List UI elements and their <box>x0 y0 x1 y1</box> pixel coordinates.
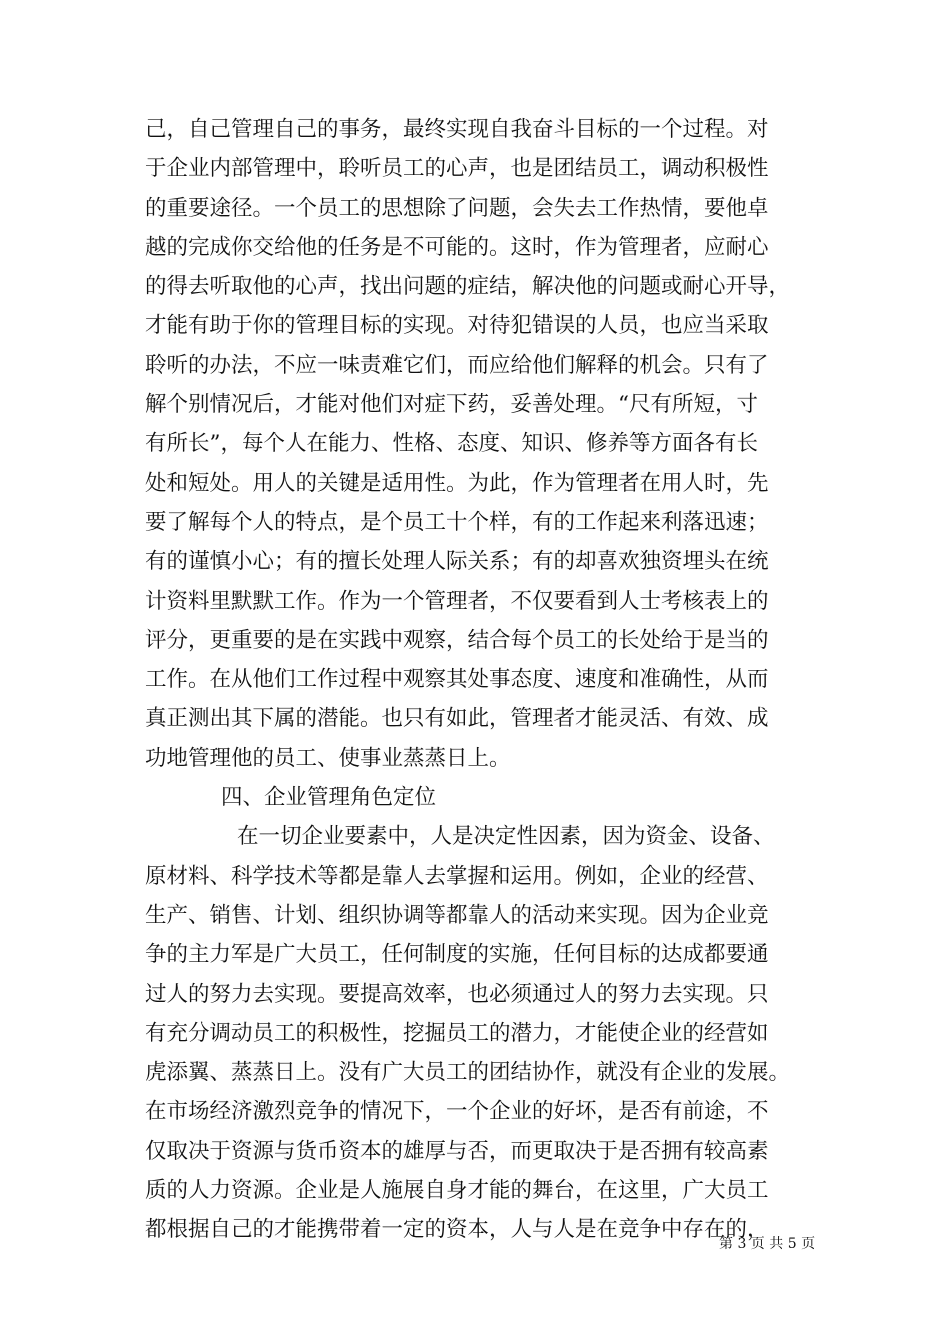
text-line: 真正测出其下属的潜能。也只有如此，管理者才能灵活、有效、成 <box>145 706 769 732</box>
text-line: 于企业内部管理中，聆听员工的心声，也是团结员工，调动积极性 <box>145 156 769 182</box>
text-line: 工作。在从他们工作过程中观察其处事态度、速度和准确性，从而 <box>145 667 769 693</box>
text-line: 计资料里默默工作。作为一个管理者，不仅要看到人士考核表上的 <box>145 588 769 614</box>
text-line: 质的人力资源。企业是人施展自身才能的舞台，在这里，广大员工 <box>145 1178 769 1204</box>
text-line: 在市场经济激烈竞争的情况下，一个企业的好坏，是否有前途，不 <box>145 1099 769 1125</box>
text-line: 聆听的办法，不应一味责难它们，而应给他们解释的机会。只有了 <box>145 352 769 378</box>
text-line: 有的谨慎小心；有的擅长处理人际关系；有的却喜欢独资埋头在统 <box>145 549 769 575</box>
text-line: 原材料、科学技术等都是靠人去掌握和运用。例如，企业的经营、 <box>145 863 769 889</box>
text-line: 越的完成你交给他的任务是不可能的。这时，作为管理者，应耐心 <box>145 234 769 260</box>
text-line: 己，自己管理自己的事务，最终实现自我奋斗目标的一个过程。对 <box>145 117 769 142</box>
text-line: 处和短处。用人的关键是适用性。为此，作为管理者在用人时，先 <box>145 470 769 496</box>
text-line: 的重要途径。一个员工的思想除了问题，会失去工作热情，要他卓 <box>145 195 769 221</box>
text-line: 功地管理他的员工、使事业蒸蒸日上。 <box>145 745 511 771</box>
text-line: 争的主力军是广大员工，任何制度的实施，任何目标的达成都要通 <box>145 942 769 968</box>
text-line: 才能有助于你的管理目标的实现。对待犯错误的人员，也应当采取 <box>145 313 769 339</box>
text-line: 评分，更重要的是在实践中观察，结合每个员工的长处给于是当的 <box>145 627 769 653</box>
text-line: 要了解每个人的特点，是个员工十个样，有的工作起来利落迅速； <box>145 509 769 535</box>
page-number: 第 3 页 共 5 页 <box>719 1236 816 1252</box>
text-line: 的得去听取他的心声，找出问题的症结，解决他的问题或耐心开导， <box>145 274 791 300</box>
text-line: 有所长”，每个人在能力、性格、态度、知识、修养等方面各有长 <box>145 431 758 457</box>
text-line: 虎添翼、蒸蒸日上。没有广大员工的团结协作，就没有企业的发展。 <box>145 1060 791 1086</box>
text-line: 解个别情况后，才能对他们对症下药，妥善处理。“尺有所短，寸 <box>145 392 758 418</box>
text-line: 过人的努力去实现。要提高效率，也必须通过人的努力去实现。只 <box>145 981 769 1007</box>
paragraph-first-line: 在一切企业要素中，人是决定性因素，因为资金、设备、 <box>237 824 775 850</box>
section-heading: 四、企业管理角色定位 <box>221 785 437 811</box>
body-text <box>145 110 835 1250</box>
text-line: 有充分调动员工的积极性，挖掘员工的潜力，才能使企业的经营如 <box>145 1020 769 1046</box>
text-line: 仅取决于资源与货币资本的雄厚与否，而更取决于是否拥有较高素 <box>145 1138 769 1164</box>
text-line: 都根据自己的才能携带着一定的资本，人与人是在竞争中存在的， <box>145 1217 769 1243</box>
text-line: 生产、销售、计划、组织协调等都靠人的活动来实现。因为企业竞 <box>145 902 769 928</box>
